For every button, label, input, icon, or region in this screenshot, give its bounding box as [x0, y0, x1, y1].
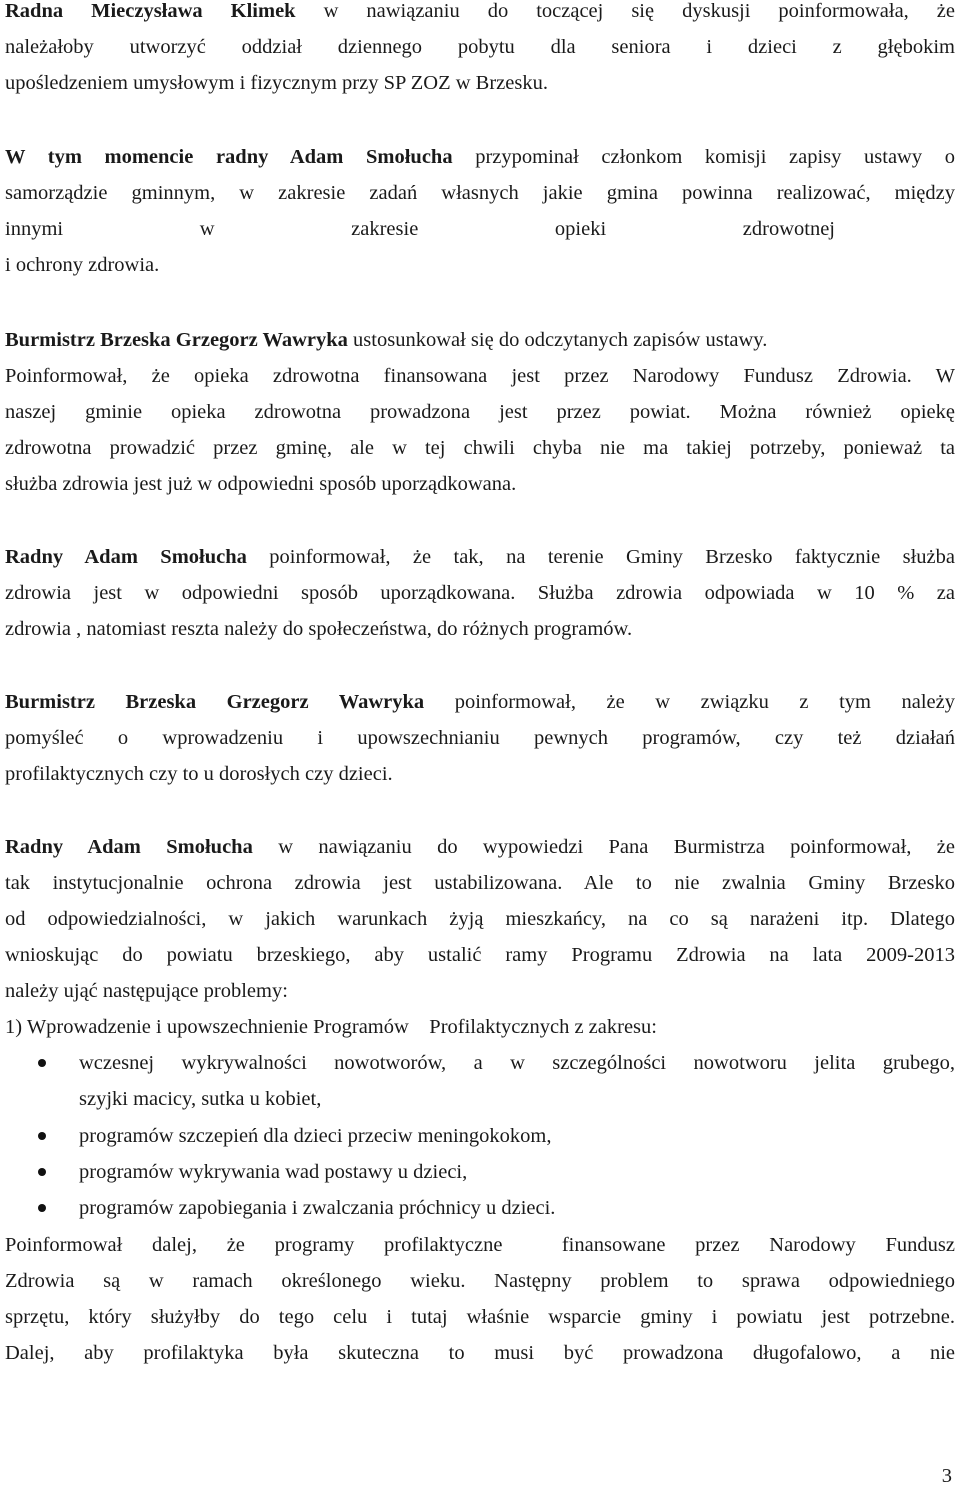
line: Zdrowia są w ramach określonego wieku. Następny problem to sprawa odpowiedniego: [5, 1270, 955, 1292]
speaker-name: Radna Mieczysława Klimek: [5, 0, 296, 22]
line: służba zdrowia jest już w odpowiedni sposób uporządkowana.: [5, 473, 517, 495]
line: należałoby utworzyć oddział dziennego pobytu dla seniora i dzieci z głębokim: [5, 36, 955, 58]
bullet-icon: [38, 1168, 46, 1176]
speaker-name: Radny Adam Smołucha: [5, 546, 247, 568]
bullet-icon: [38, 1132, 46, 1140]
line: profilaktycznych czy to u dorosłych czy dzieci.: [5, 763, 393, 785]
line: Burmistrz Brzeska Grzegorz Wawryka poinformował, że w związku z tym należy: [5, 691, 955, 713]
list-heading: 1) Wprowadzenie i upowszechnienie Programów Profilaktycznych z zakresu:: [5, 1016, 657, 1038]
line: pomyśleć o wprowadzeniu i upowszechnianiu pewnych programów, czy też działań: [5, 727, 955, 749]
line: naszej gminie opieka zdrowotna prowadzona jest przez powiat. Można również opiekę: [5, 401, 955, 423]
line: samorządzie gminnym, w zakresie zadań własnych jakie gmina powinna realizować, między: [5, 182, 955, 204]
line: Dalej, aby profilaktyka była skuteczna to musi być prowadzona długofalowo, a nie: [5, 1342, 955, 1364]
speaker-name: Burmistrz Brzeska Grzegorz Wawryka: [5, 691, 425, 713]
line: należy ująć następujące problemy:: [5, 980, 288, 1002]
line: tak instytucjonalnie ochrona zdrowia jest ustabilizowana. Ale to nie zwalnia Gminy Brzesko: [5, 872, 955, 894]
line: sprzętu, który służyłby do tego celu i tutaj właśnie wsparcie gminy i powiatu jest potrzebne.: [5, 1306, 955, 1328]
speaker-name: W tym momencie radny Adam Smołucha: [5, 146, 453, 168]
line: zdrowotna prowadzić przez gminę, ale w tej chwili chyba nie ma takiej potrzeby, ponieważ ta: [5, 437, 955, 459]
line: wnioskując do powiatu brzeskiego, aby ustalić ramy Programu Zdrowia na lata 2009-2013: [5, 944, 955, 966]
page-number: 3: [941, 1465, 952, 1487]
line: od odpowiedzialności, w jakich warunkach żyją mieszkańcy, na co są narażeni itp. Dlatego: [5, 908, 955, 930]
line: Burmistrz Brzeska Grzegorz Wawryka ustosunkował się do odczytanych zapisów ustawy.: [5, 329, 768, 351]
line: Radny Adam Smołucha w nawiązaniu do wypowiedzi Pana Burmistrza poinformował, że: [5, 836, 956, 858]
line: upośledzeniem umysłowym i fizycznym przy SP ZOZ w Brzesku.: [5, 72, 548, 94]
line: W tym momencie radny Adam Smołucha przypominał członkom komisji zapisy ustawy o: [5, 146, 955, 168]
line: Poinformował dalej, że programy profilaktyczne finansowane przez Narodowy Fundusz: [5, 1234, 955, 1256]
speaker-name: Radny Adam Smołucha: [5, 836, 253, 858]
bullet-icon: [38, 1059, 46, 1067]
line: zdrowia jest w odpowiedni sposób uporządkowana. Służba zdrowia odpowiada w 10 % za: [5, 582, 955, 604]
line: zdrowia , natomiast reszta należy do społeczeństwa, do różnych programów.: [5, 618, 633, 640]
line: innymi w zakresie opieki zdrowotnej: [5, 218, 835, 240]
line: Radna Mieczysława Klimek w nawiązaniu do toczącej się dyskusji poinformowała, że: [5, 0, 955, 22]
line: Radny Adam Smołucha poinformował, że tak, na terenie Gminy Brzesko faktycznie służba: [5, 546, 955, 568]
speaker-name: Burmistrz Brzeska Grzegorz Wawryka: [5, 329, 348, 351]
line: Poinformował, że opieka zdrowotna finansowana jest przez Narodowy Fundusz Zdrowia. W: [5, 365, 955, 387]
bullet-icon: [38, 1204, 46, 1212]
line: i ochrony zdrowia.: [5, 254, 160, 276]
